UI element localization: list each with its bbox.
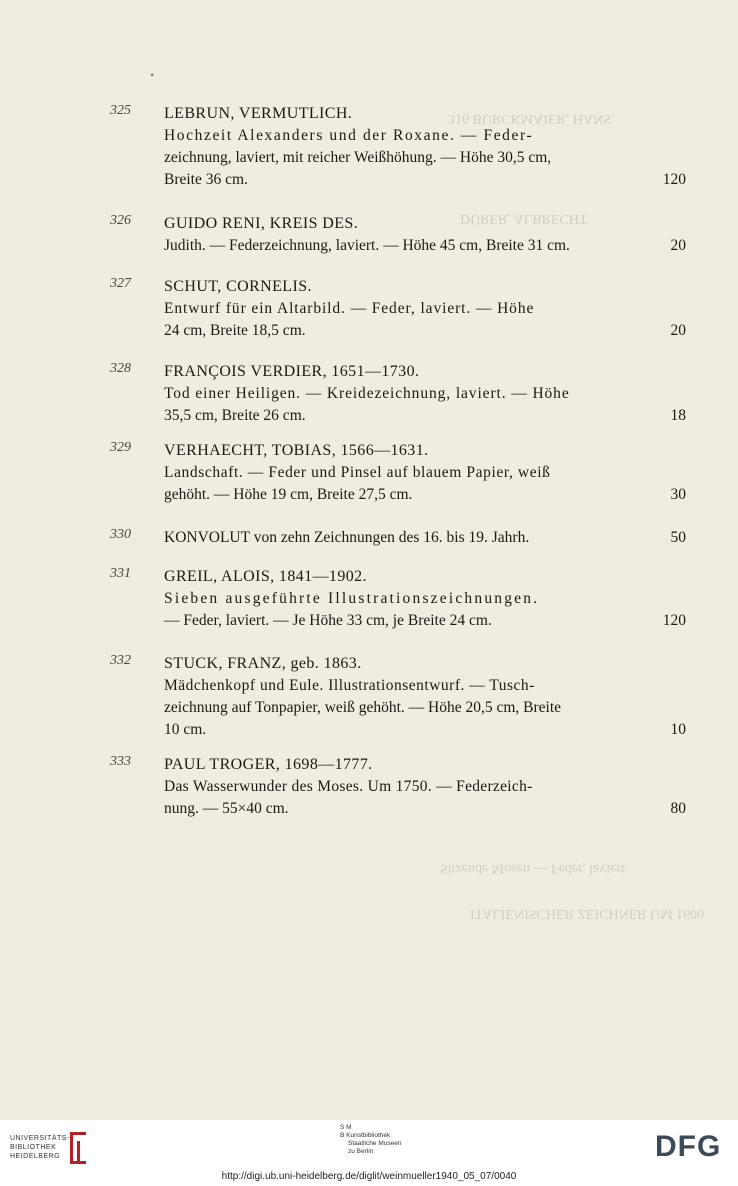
- dfg-logo: DFG: [655, 1130, 722, 1163]
- library-logo: [10, 1134, 70, 1161]
- entry-text: 24 cm, Breite 18,5 cm.: [164, 322, 306, 339]
- entry-last-line: [164, 798, 686, 820]
- entry-description-line: zeichnung auf Tonpapier, weiß gehöht. — Höhe 20,5 cm, Breite: [164, 699, 562, 716]
- entry-text: gehöht. — Höhe 19 cm, Breite 27,5 cm.: [164, 486, 413, 503]
- entry-description-line: Mädchenkopf und Eule. Illustrationsentwurf. — Tusch-: [164, 677, 535, 694]
- catalog-entry-333: [110, 754, 686, 820]
- permalink-url[interactable]: http://digi.ub.uni-heidelberg.de/diglit/weinmueller1940_05_07/0040: [221, 1171, 517, 1182]
- price: 50: [670, 529, 686, 546]
- artist-heading: SCHUT, CORNELIS.: [164, 278, 312, 295]
- artist-heading: VERHAECHT, TOBIAS, 1566—1631.: [164, 442, 429, 459]
- entry-description-line: Tod einer Heiligen. — Kreidezeichnung, laviert. — Höhe: [164, 385, 570, 402]
- library-logo-line: HEIDELBERG: [10, 1153, 61, 1160]
- entry-last-line: [164, 320, 686, 342]
- entry-last-line: [164, 484, 686, 506]
- price: 20: [670, 322, 686, 339]
- entry-number: 331: [110, 566, 131, 581]
- entry-number: 332: [110, 653, 131, 668]
- catalog-entry-330: [110, 527, 686, 549]
- artist-heading: GREIL, ALOIS, 1841—1902.: [164, 568, 367, 585]
- price: 18: [670, 407, 686, 424]
- entry-text: Judith. — Federzeichnung, laviert. — Höhe 45 cm, Breite 31 cm.: [164, 237, 570, 254]
- price: 120: [662, 171, 686, 188]
- entry-description-line: Das Wasserwunder des Moses. Um 1750. — Federzeich-: [164, 778, 533, 795]
- entry-text: 35,5 cm, Breite 26 cm.: [164, 407, 306, 424]
- entry-number: 329: [110, 440, 131, 455]
- artist-heading: PAUL TROGER, 1698—1777.: [164, 756, 373, 773]
- entry-text: — Feder, laviert. — Je Höhe 33 cm, je Breite 24 cm.: [164, 612, 492, 629]
- artist-heading: STUCK, FRANZ, geb. 1863.: [164, 655, 362, 672]
- entry-last-line: [164, 719, 686, 741]
- price: 30: [670, 486, 686, 503]
- library-logo-line: UNIVERSITÄTS-: [10, 1135, 70, 1142]
- entry-text: KONVOLUT von zehn Zeichnungen des 16. bis 19. Jahrh.: [164, 529, 530, 546]
- catalog-entry-328: [110, 361, 686, 427]
- museum-logo-line: zu Berlin: [348, 1148, 374, 1155]
- artist-heading: FRANÇOIS VERDIER, 1651—1730.: [164, 363, 420, 380]
- catalog-entry-331: [110, 566, 686, 632]
- artist-heading: LEBRUN, VERMUTLICH.: [164, 105, 353, 122]
- price: 80: [670, 800, 686, 817]
- entry-number: 327: [110, 276, 131, 291]
- entry-number: 333: [110, 754, 131, 769]
- entry-last-line: [164, 610, 686, 632]
- show-through-text: DÜRER, ALBRECHT: [460, 211, 588, 226]
- entry-last-line: [164, 527, 686, 549]
- entry-text: 10 cm.: [164, 721, 207, 738]
- entry-description-line: Landschaft. — Feder und Pinsel auf blauem Papier, weiß: [164, 464, 551, 481]
- entry-description-line: Hochzeit Alexanders und der Roxane. — Feder-: [164, 127, 534, 144]
- entry-number: 330: [110, 527, 131, 542]
- entry-text: Breite 36 cm.: [164, 171, 248, 188]
- entry-description-line: Entwurf für ein Altarbild. — Feder, laviert. — Höhe: [164, 300, 535, 317]
- library-emblem-icon: [70, 1132, 86, 1164]
- price: 10: [670, 721, 686, 738]
- viewer-footer: [0, 1120, 738, 1186]
- entry-text: nung. — 55×40 cm.: [164, 800, 289, 817]
- entry-last-line: [164, 405, 686, 427]
- entry-number: 326: [110, 213, 131, 228]
- catalog-entry-329: [110, 440, 686, 506]
- entry-number: 325: [110, 103, 131, 118]
- show-through-text: Sitzende Mosen — Feder, laviert.: [440, 861, 629, 876]
- museum-logo-line: B Kunstbibliothek: [340, 1132, 391, 1139]
- price: 120: [662, 612, 686, 629]
- show-through-text: 316 BURCKMAIER, HANS.: [448, 111, 615, 126]
- price: 20: [670, 237, 686, 254]
- catalog-entry-326: [110, 213, 686, 257]
- entry-description-line: Sieben ausgeführte Illustrationszeichnungen.: [164, 590, 540, 607]
- catalog-entry-325: [110, 103, 686, 191]
- museum-logo: [340, 1124, 401, 1156]
- show-through-text: ITALIENISCHER ZEICHNER UM 1600: [470, 906, 705, 921]
- catalog-entry-332: [110, 653, 686, 741]
- entry-last-line: [164, 235, 686, 257]
- artist-heading: GUIDO RENI, KREIS DES.: [164, 215, 359, 232]
- entry-description-line: zeichnung, laviert, mit reicher Weißhöhung. — Höhe 30,5 cm,: [164, 149, 552, 166]
- catalog-entry-327: [110, 276, 686, 342]
- margin-mark: •: [150, 68, 155, 82]
- library-logo-line: BIBLIOTHEK: [10, 1144, 57, 1151]
- entry-number: 328: [110, 361, 131, 376]
- entry-last-line: [164, 169, 686, 191]
- museum-logo-line: S M: [340, 1124, 352, 1131]
- museum-logo-line: Staatliche Museen: [348, 1140, 402, 1147]
